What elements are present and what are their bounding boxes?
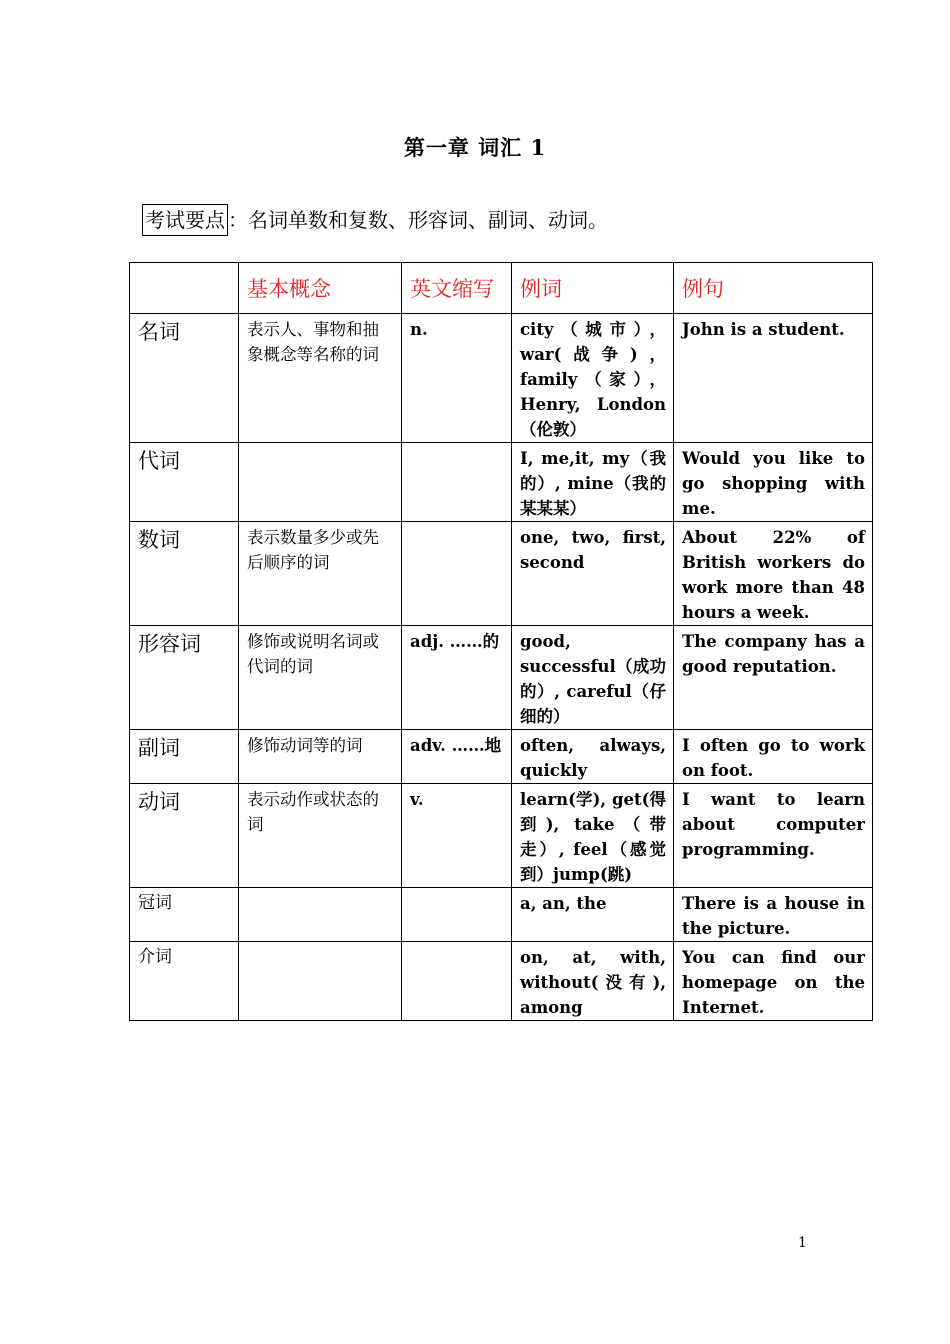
table-row [130,730,873,784]
part-of-speech: 数词 [130,522,239,626]
concept-cell: 表示动作或状态的词 [239,784,402,888]
part-of-speech: 名词 [130,314,239,443]
sentence-cell: About 22% of British workers do work more than 48 hours a week. [674,522,873,626]
vocabulary-table [129,262,873,1021]
part-of-speech: 介词 [130,942,239,1021]
header-abbr: 英文缩写 [402,263,512,314]
concept-cell [239,888,402,942]
part-of-speech: 动词 [130,784,239,888]
sentence-cell: The company has a good reputation. [674,626,873,730]
keypoint-label: 考试要点 [142,204,228,236]
table-row [130,942,873,1021]
abbr-cell: adv. ……地 [402,730,512,784]
sentence-cell: I often go to work on foot. [674,730,873,784]
examples-cell: learn(学), get(得到), take（带走）, feel（感觉到）jump(跳) [512,784,674,888]
header-examples: 例词 [512,263,674,314]
table-row [130,784,873,888]
table-row [130,522,873,626]
abbr-cell: v. [402,784,512,888]
part-of-speech: 形容词 [130,626,239,730]
page-title: 第一章 词汇 1 [403,135,547,160]
concept-cell: 表示人、事物和抽象概念等名称的词 [239,314,402,443]
part-of-speech: 冠词 [130,888,239,942]
table-row [130,443,873,522]
table-row [130,626,873,730]
exam-keypoint [142,204,608,236]
sentence-cell: There is a house in the picture. [674,888,873,942]
header-blank [130,263,239,314]
keypoint-text: ：名词单数和复数、形容词、副词、动词。 [228,208,608,232]
examples-cell: on, at, with, without(没有), among [512,942,674,1021]
abbr-cell [402,443,512,522]
header-concept: 基本概念 [239,263,402,314]
abbr-cell [402,888,512,942]
header-sentence: 例句 [674,263,873,314]
page-number: 1 [798,1235,807,1251]
sentence-cell: John is a student. [674,314,873,443]
part-of-speech: 代词 [130,443,239,522]
abbr-cell: n. [402,314,512,443]
abbr-cell [402,942,512,1021]
abbr-cell [402,522,512,626]
concept-cell [239,942,402,1021]
examples-cell: one, two, first, second [512,522,674,626]
examples-cell: a, an, the [512,888,674,942]
concept-cell [239,443,402,522]
abbr-cell: adj. ……的 [402,626,512,730]
sentence-cell: You can find our homepage on the Internet. [674,942,873,1021]
concept-cell: 表示数量多少或先后顺序的词 [239,522,402,626]
sentence-cell: I want to learn about computer programming. [674,784,873,888]
examples-cell: often, always, quickly [512,730,674,784]
examples-cell: I, me,it, my（我的）, mine（我的某某某） [512,443,674,522]
part-of-speech: 副词 [130,730,239,784]
examples-cell: city（城市），war(战争)，family（家），Henry, London（伦敦） [512,314,674,443]
concept-cell: 修饰动词等的词 [239,730,402,784]
table-row [130,888,873,942]
examples-cell: good, successful（成功的）, careful（仔细的） [512,626,674,730]
sentence-cell: Would you like to go shopping with me. [674,443,873,522]
table-header-row [130,263,873,314]
table-row [130,314,873,443]
concept-cell: 修饰或说明名词或代词的词 [239,626,402,730]
